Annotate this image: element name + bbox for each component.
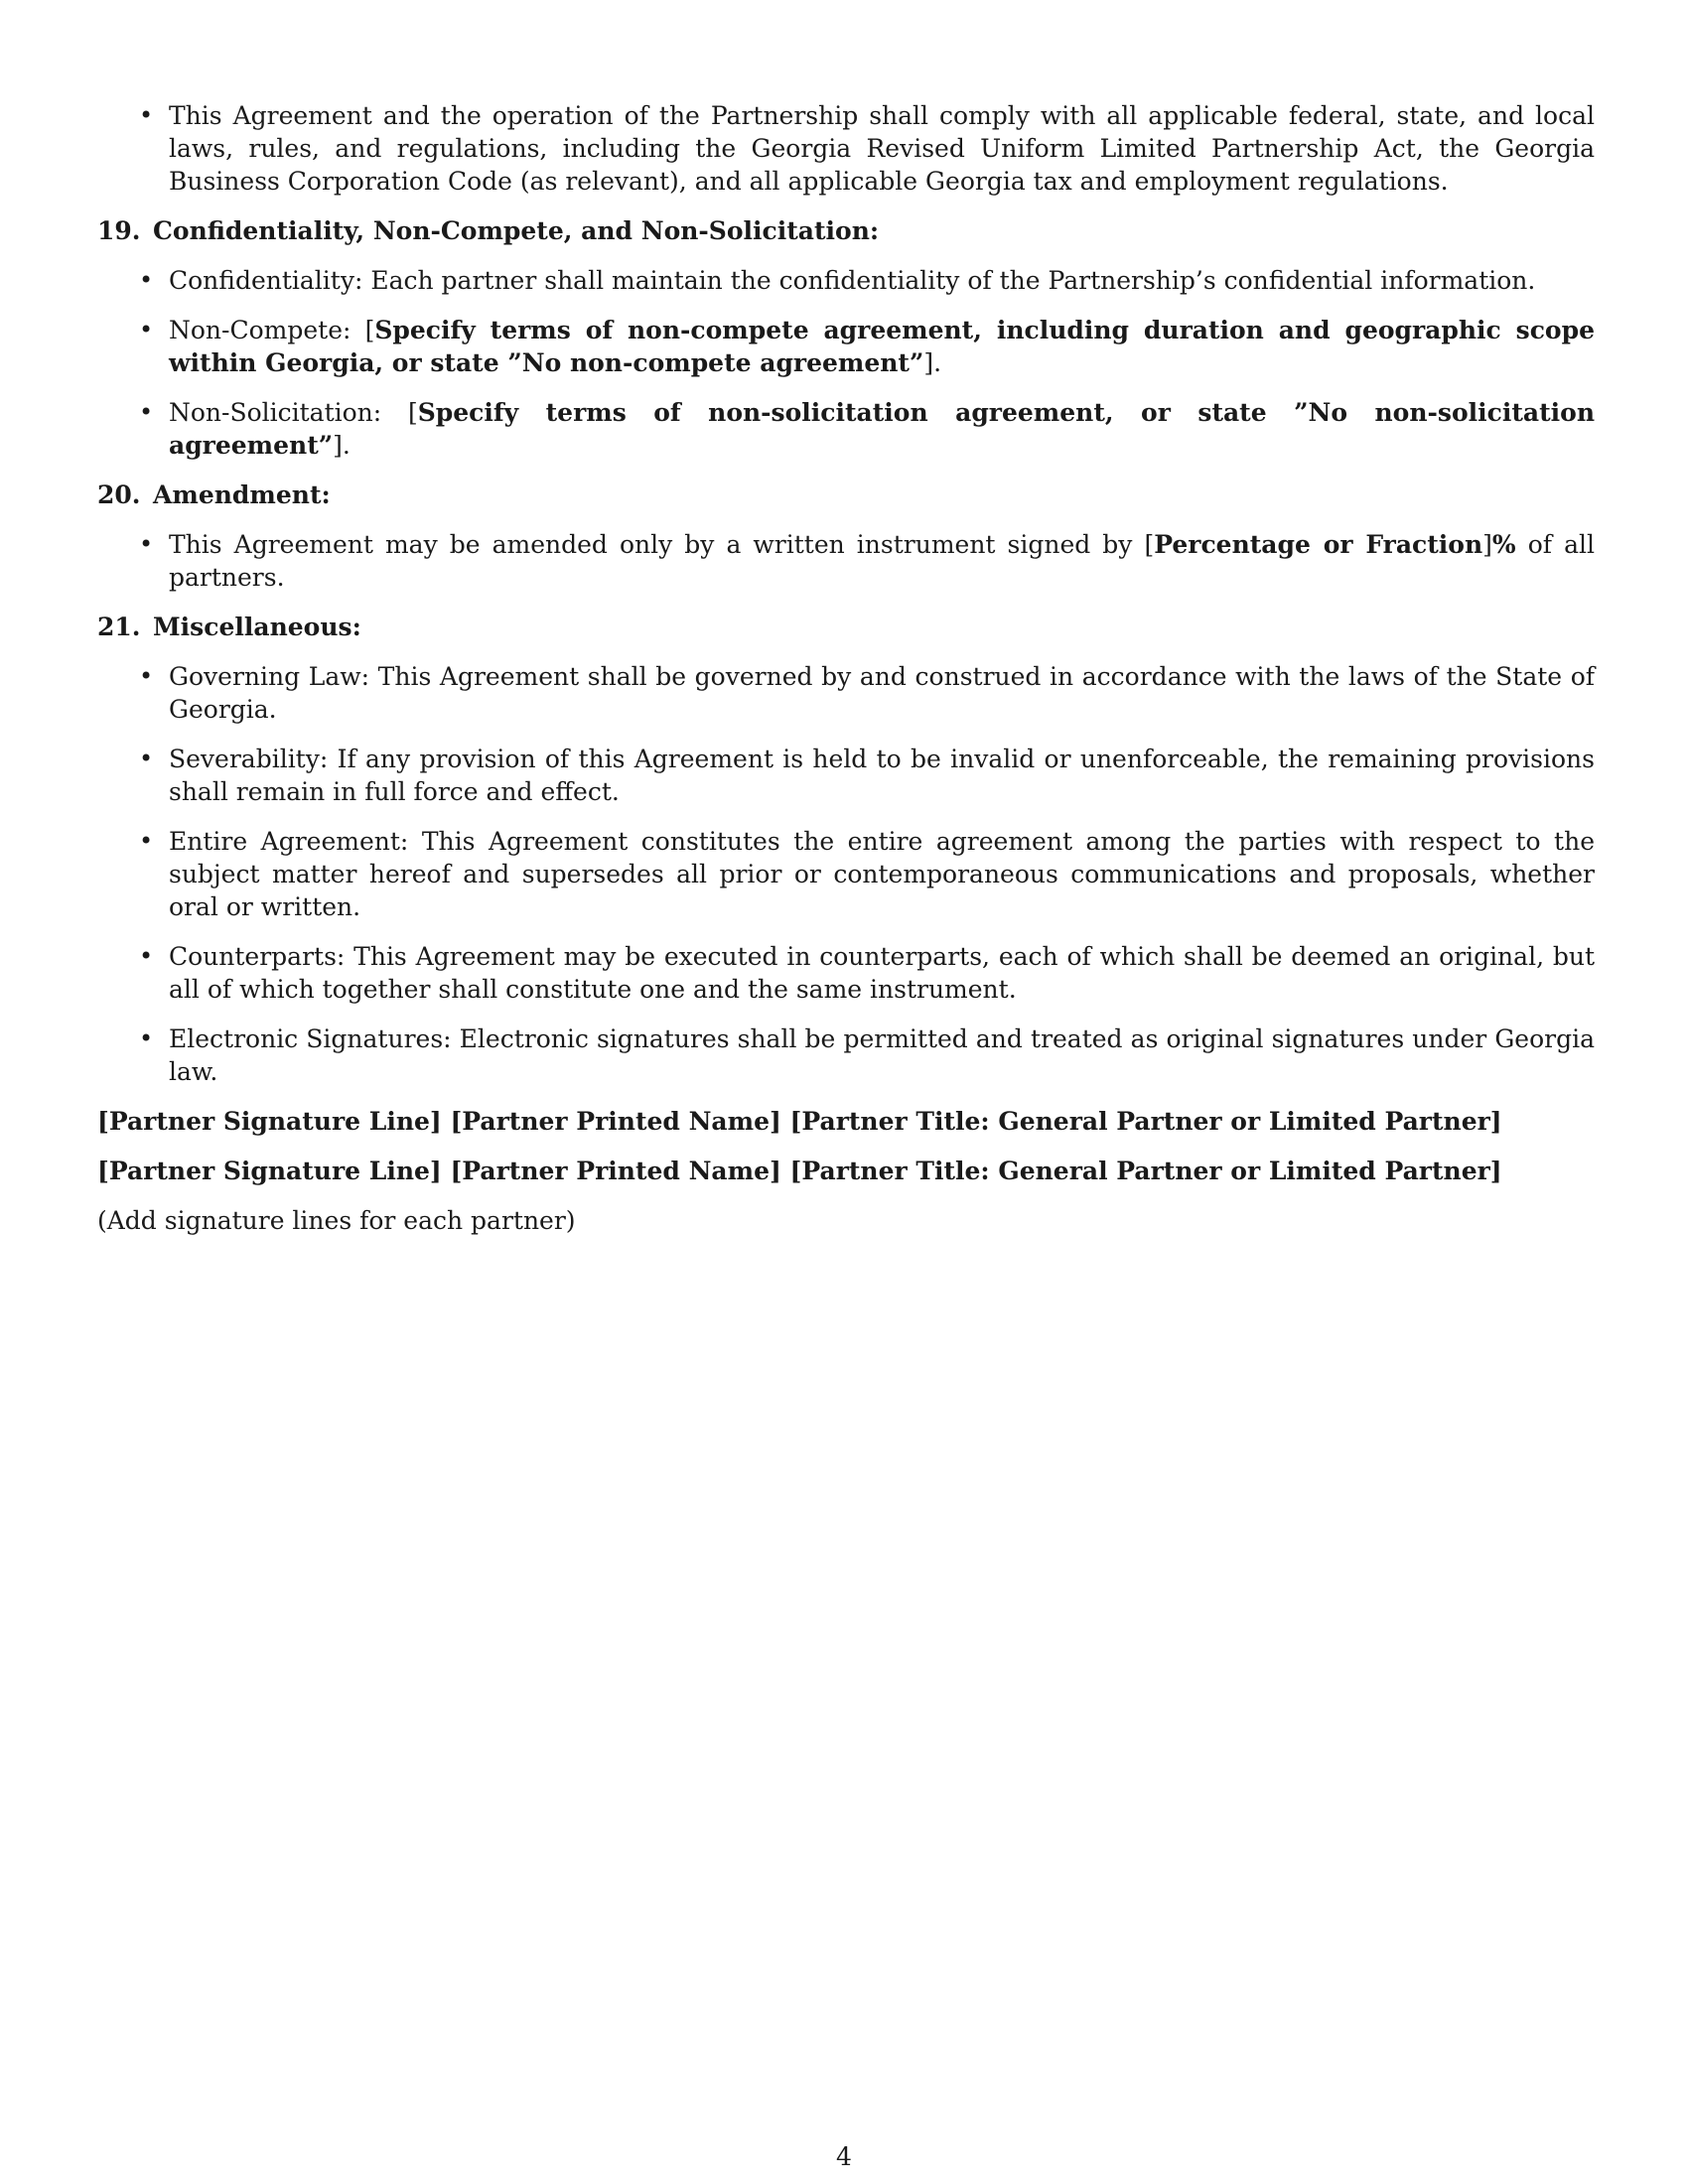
section-number: 20. [97, 480, 141, 509]
signature-line: [Partner Signature Line] [Partner Printed Name] [Partner Title: General Partner or Limited Partner] [97, 1157, 1502, 1185]
title-placeholder: Partner Title: General Partner or Limited Partner [801, 1107, 1490, 1136]
list-item: • Non-Compete: [Specify terms of non-compete agreement, including duration and geographic scope within Georgia, or state ”No non-compete agreement”]. [97, 314, 1595, 379]
section-number: 21. [97, 613, 141, 641]
section-title: Confidentiality, Non-Compete, and Non-Solicitation: [153, 216, 880, 245]
signature-placeholder: Partner Signature Line [108, 1157, 430, 1185]
amendment-text-end: of all partners. [169, 530, 1595, 592]
section-title: Miscellaneous: [153, 613, 361, 641]
list-item: • Electronic Signatures: Electronic signatures shall be permitted and treated as original signatures under Georgia law. [97, 1023, 1595, 1088]
percentage-placeholder: Percentage or Fraction [1154, 530, 1483, 559]
document-page [97, 99, 1595, 1237]
list-item: • Governing Law: This Agreement shall be governed by and construed in accordance with the laws of the State of Georgia. [97, 660, 1595, 726]
page-number: 4 [836, 2142, 852, 2171]
nonsolicit-placeholder: Specify terms of non-solicitation agreement, or state ”No non-solicitation agreement” [169, 398, 1595, 460]
noncompete-label: Non-Compete: [169, 316, 365, 344]
signature-note: (Add signature lines for each partner) [97, 1206, 576, 1235]
signature-line: [Partner Signature Line] [Partner Printed Name] [Partner Title: General Partner or Limited Partner] [97, 1107, 1502, 1136]
section-number: 19. [97, 216, 141, 245]
section-20-heading [97, 478, 1595, 511]
list-item: • This Agreement and the operation of the Partnership shall comply with all applicable federal, state, and local laws, rules, and regulations, including the Georgia Revised Uniform Limited Partnership Act, the Georgia Business Corporation Code (as relevant), and all applicable Georgia tax and employment regulations. [97, 99, 1595, 198]
printed-name-placeholder: Partner Printed Name [462, 1157, 770, 1185]
signature-placeholder: Partner Signature Line [108, 1107, 430, 1136]
printed-name-placeholder: Partner Printed Name [462, 1107, 770, 1136]
nonsolicit-label: Non-Solicitation: [169, 398, 408, 427]
section-20-list [97, 528, 1595, 594]
list-item: • Severability: If any provision of this Agreement is held to be invalid or unenforceable, the remaining provisions shall remain in full force and effect. [97, 743, 1595, 808]
noncompete-placeholder: Specify terms of non-compete agreement, including duration and geographic scope within Georgia, or state ”No non-compete agreement” [169, 316, 1595, 377]
title-placeholder: Partner Title: General Partner or Limited Partner [801, 1157, 1490, 1185]
list-item: • This Agreement may be amended only by a written instrument signed by [Percentage or Fraction]% of all partners. [97, 528, 1595, 594]
list-item: • Non-Solicitation: [Specify terms of non-solicitation agreement, or state ”No non-solicitation agreement”]. [97, 396, 1595, 462]
intro-bullet-list [97, 99, 1595, 198]
section-21-heading [97, 611, 1595, 643]
section-title: Amendment: [153, 480, 331, 509]
list-item: • Confidentiality: Each partner shall maintain the confidentiality of the Partnership’s confidential information. [97, 264, 1595, 297]
list-item: • Counterparts: This Agreement may be executed in counterparts, each of which shall be deemed an original, but all of which together shall constitute one and the same instrument. [97, 940, 1595, 1006]
section-19-list [97, 264, 1595, 462]
list-item: • Entire Agreement: This Agreement constitutes the entire agreement among the parties with respect to the subject matter hereof and supersedes all prior or contemporaneous communications and proposals, whether oral or written. [97, 825, 1595, 923]
amendment-text: This Agreement may be amended only by a written instrument signed by [169, 530, 1145, 559]
section-21-list [97, 660, 1595, 1088]
section-19-heading [97, 214, 1595, 247]
